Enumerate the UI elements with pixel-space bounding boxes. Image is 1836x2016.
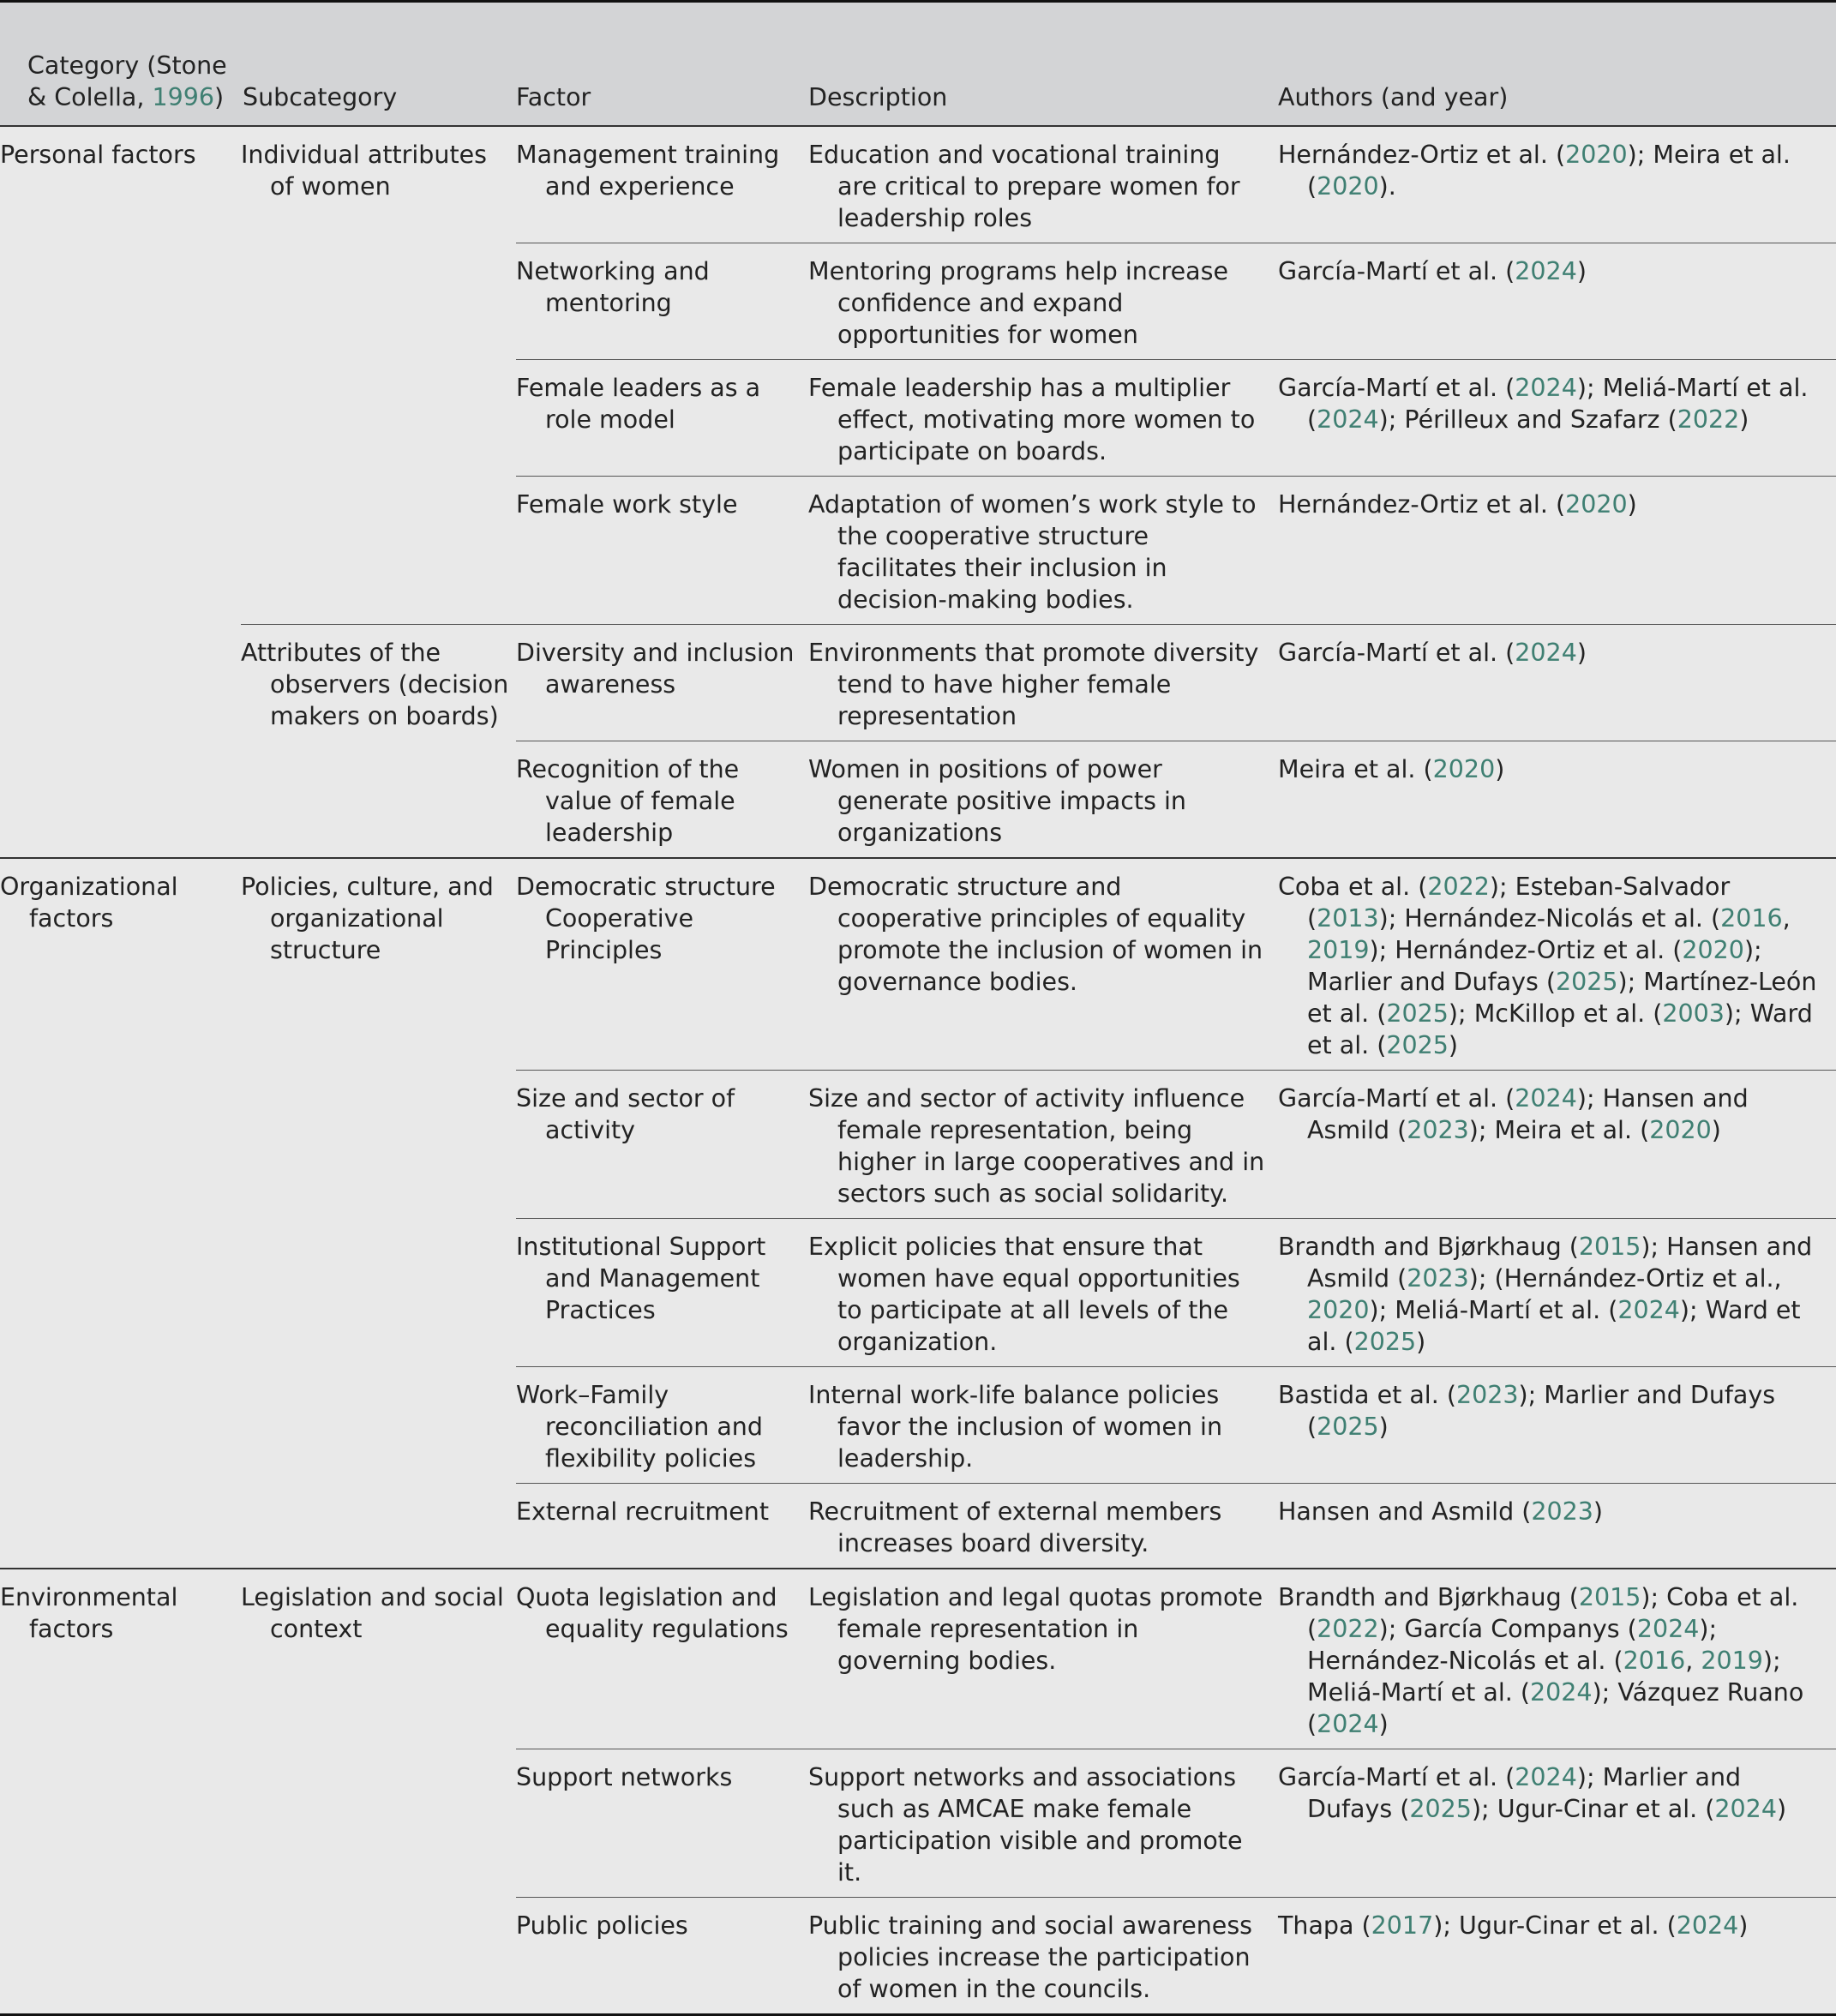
citation-link[interactable]: 2024 (1515, 257, 1577, 285)
citation-link[interactable]: 2024 (1617, 1296, 1680, 1324)
header-description: Description (808, 83, 948, 111)
citation-link[interactable]: 2024 (1515, 1084, 1577, 1113)
authors-text: ) (1448, 1031, 1459, 1059)
citation-link[interactable]: 2022 (1677, 405, 1740, 434)
authors-cell (1278, 1749, 1836, 1897)
description-cell: Explicit policies that ensure that women have equal opportunities to participate at all levels of the organization. (808, 1233, 1240, 1356)
authors-text: García-Martí et al. ( (1278, 374, 1515, 402)
authors-text: ); Meliá-Martí et al. ( (1369, 1296, 1618, 1324)
citation-link[interactable]: 2025 (1353, 1328, 1417, 1356)
factor-cell: Size and sector of activity (516, 1084, 735, 1144)
authors-cell (1278, 243, 1836, 359)
authors-text: ) (1495, 755, 1505, 783)
authors-text: Hernández-Ortiz et al. ( (1278, 141, 1566, 169)
authors-text: Meira et al. ( (1278, 755, 1433, 783)
authors-cell (1278, 625, 1836, 741)
category-group (0, 1569, 1836, 2013)
table-row (516, 243, 1836, 360)
description-cell: Internal work-life balance policies favor the inclusion of women in leadership. (808, 1381, 1223, 1473)
factor-cell: Female work style (516, 490, 738, 519)
factor-cell: Female leaders as a role model (516, 374, 761, 434)
authors-text: ); (Hernández-Ortiz et al., (1468, 1264, 1782, 1293)
subcategory-group (241, 859, 1836, 1568)
citation-link[interactable]: 2020 (1682, 936, 1744, 964)
authors-text: ); Hernández-Nicolás et al. ( (1307, 1615, 1718, 1675)
citation-link[interactable]: 2024 (1676, 1911, 1739, 1940)
subcategory-group (241, 127, 1836, 624)
authors-text: ) (1627, 490, 1637, 519)
citation-link[interactable]: 2025 (1386, 1031, 1449, 1059)
citation-link[interactable]: 2020 (1649, 1116, 1712, 1144)
description-cell: Public training and social awareness policies increase the participation of women in the councils. (808, 1911, 1253, 2003)
citation-link[interactable]: 2020 (1565, 490, 1628, 519)
category-group (0, 127, 1836, 859)
authors-text: ); Ugur-Cinar et al. ( (1471, 1795, 1715, 1823)
authors-text: ); García Companys ( (1378, 1615, 1637, 1643)
citation-link[interactable]: 2024 (1515, 374, 1577, 402)
authors-text: Hansen and Asmild ( (1278, 1497, 1532, 1526)
factor-cell: Public policies (516, 1911, 688, 1940)
citation-link[interactable]: 2003 (1662, 999, 1725, 1028)
citation-link[interactable]: 2024 (1515, 1763, 1577, 1791)
authors-text: ) (1576, 257, 1587, 285)
citation-link[interactable]: 2015 (1578, 1583, 1641, 1611)
authors-text: ); Esteban-Salvador ( (1307, 873, 1731, 933)
description-cell: Adaptation of women’s work style to the cooperative structure facilitates their inclusion in decision-making bodies. (808, 490, 1257, 614)
citation-link[interactable]: 2024 (1530, 1678, 1593, 1707)
header-subcategory: Subcategory (243, 83, 398, 111)
authors-text: ) (1416, 1328, 1426, 1356)
description-cell: Democratic structure and cooperative principles of equality promote the inclusion of women in governance bodies. (808, 873, 1263, 996)
citation-link[interactable]: 2024 (1636, 1615, 1700, 1643)
authors-text: Brandth and Bjørkhaug ( (1278, 1233, 1579, 1261)
table-row (516, 1071, 1836, 1219)
factor-cell: Work–Family reconciliation and flexibility policies (516, 1381, 763, 1473)
factor-cell: Support networks (516, 1763, 733, 1791)
authors-text: García-Martí et al. ( (1278, 1084, 1515, 1113)
citation-link[interactable]: 2023 (1531, 1497, 1593, 1526)
authors-text: ); Meira et al. ( (1307, 141, 1791, 201)
authors-text: ) (1378, 1413, 1389, 1441)
citation-link[interactable]: 2023 (1407, 1116, 1469, 1144)
citation-link[interactable]: 2024 (1515, 639, 1577, 667)
description-cell: Legislation and legal quotas promote female representation in governing bodies. (808, 1583, 1263, 1675)
authors-text: García-Martí et al. ( (1278, 639, 1515, 667)
citation-link[interactable]: 2019 (1307, 936, 1370, 964)
citation-link[interactable]: 2020 (1307, 1296, 1370, 1324)
authors-cell (1278, 1367, 1836, 1483)
table-row (516, 477, 1836, 624)
authors-text: ); Marlier and Dufays ( (1307, 1763, 1742, 1823)
table-body (0, 127, 1836, 2013)
table-row (516, 1219, 1836, 1367)
authors-cell (1278, 127, 1836, 243)
authors-text: ) (1593, 1497, 1604, 1526)
authors-text: ); Marlier and Dufays ( (1307, 936, 1762, 996)
authors-text: ) (1711, 1116, 1721, 1144)
description-cell: Recruitment of external members increases board diversity. (808, 1497, 1222, 1557)
citation-link[interactable]: 2024 (1317, 405, 1379, 434)
authors-text: ); Coba et al. ( (1307, 1583, 1799, 1643)
authors-text: Thapa ( (1278, 1911, 1371, 1940)
authors-text: Hernández-Ortiz et al. ( (1278, 490, 1566, 519)
factor-cell: Diversity and inclusion awareness (516, 639, 795, 699)
description-cell: Support networks and associations such as AMCAE make female participation visible and promote it. (808, 1763, 1243, 1887)
authors-cell (1278, 1569, 1836, 1749)
description-cell: Mentoring programs help increase confidence and expand opportunities for women (808, 257, 1228, 349)
citation-link[interactable]: 2022 (1317, 1615, 1379, 1643)
authors-text: ); Hernández-Nicolás et al. ( (1378, 904, 1721, 933)
authors-text: ); Hansen and Asmild ( (1307, 1084, 1749, 1144)
table-row (516, 1569, 1836, 1749)
citation-link[interactable]: 2025 (1386, 999, 1449, 1028)
citation-link[interactable]: 2016 (1623, 1647, 1686, 1675)
citation-link[interactable]: 2020 (1432, 755, 1496, 783)
authors-cell (1278, 360, 1836, 476)
description-cell: Female leadership has a multiplier effect, motivating more women to participate on boards. (808, 374, 1256, 465)
authors-text: ); Périlleux and Szafarz ( (1378, 405, 1677, 434)
authors-text: ); Vázquez Ruano ( (1307, 1678, 1804, 1738)
authors-text: ); Ward et al. ( (1307, 1296, 1801, 1356)
authors-text: ); Hernández-Ortiz et al. ( (1369, 936, 1683, 964)
factor-cell: Institutional Support and Management Practices (516, 1233, 766, 1324)
citation-link[interactable]: 2025 (1317, 1413, 1379, 1441)
subcategory-cell: Policies, culture, and organizational structure (241, 873, 494, 964)
description-cell: Education and vocational training are critical to prepare women for leadership roles (808, 141, 1240, 232)
citation-link[interactable]: 2020 (1565, 141, 1628, 169)
authors-text: ); Martínez-León et al. ( (1307, 968, 1817, 1028)
table-row (516, 859, 1836, 1071)
table-row (516, 1898, 1836, 2013)
authors-text: Bastida et al. ( (1278, 1381, 1456, 1409)
authors-text: ); Hansen and Asmild ( (1307, 1233, 1813, 1293)
factor-rows (516, 625, 1836, 857)
header-factor: Factor (516, 83, 591, 111)
description-cell: Women in positions of power generate positive impacts in organizations (808, 755, 1186, 847)
factor-rows (516, 1569, 1836, 2013)
authors-text: ) (1576, 639, 1587, 667)
factor-rows (516, 859, 1836, 1568)
citation-link[interactable]: 2024 (1317, 1710, 1379, 1738)
authors-text: García-Martí et al. ( (1278, 257, 1515, 285)
authors-cell (1278, 1219, 1836, 1366)
citation-link[interactable]: 2022 (1427, 873, 1490, 901)
authors-text: ) (1739, 405, 1749, 434)
citation-link[interactable]: 1996 (152, 83, 215, 111)
authors-text: ); Ward et al. ( (1307, 999, 1813, 1059)
citation-link[interactable]: 2023 (1455, 1381, 1519, 1409)
authors-text: ); McKillop et al. ( (1448, 999, 1663, 1028)
authors-text: , (1685, 1647, 1701, 1675)
citation-link[interactable]: 2013 (1317, 904, 1379, 933)
table-row (516, 360, 1836, 477)
authors-text: , (1782, 904, 1791, 933)
citation-link[interactable]: 2024 (1714, 1795, 1777, 1823)
citation-link[interactable]: 2017 (1371, 1911, 1434, 1940)
citation-link[interactable]: 2025 (1409, 1795, 1472, 1823)
authors-text: Brandth and Bjørkhaug ( (1278, 1583, 1579, 1611)
category-cell: Organizational factors (0, 873, 178, 933)
authors-cell (1278, 1898, 1836, 2013)
authors-cell (1278, 859, 1836, 1070)
authors-text: García-Martí et al. ( (1278, 1763, 1515, 1791)
description-cell: Size and sector of activity influence female representation, being higher in large cooperatives and in sectors such as social solidarity. (808, 1084, 1265, 1208)
citation-link[interactable]: 2020 (1317, 172, 1379, 201)
table-header (0, 3, 1836, 127)
authors-cell (1278, 1484, 1836, 1568)
category-group (0, 859, 1836, 1569)
citation-link[interactable]: 2016 (1720, 904, 1783, 933)
authors-text: ); Meliá-Martí et al. ( (1307, 374, 1809, 434)
subcategory-group (241, 624, 1836, 857)
authors-text: ); Ugur-Cinar et al. ( (1433, 1911, 1677, 1940)
factor-cell: Recognition of the value of female leadership (516, 755, 740, 847)
authors-text: ) (1378, 1710, 1389, 1738)
authors-cell (1278, 741, 1836, 857)
table-row (516, 741, 1836, 857)
factor-cell: Management training and experience (516, 141, 780, 201)
category-cell: Environmental factors (0, 1583, 178, 1643)
factor-cell: Networking and mentoring (516, 257, 710, 317)
subcategory-cell: Attributes of the observers (decision makers on boards) (241, 639, 509, 730)
authors-text: ). (1378, 172, 1396, 201)
factor-cell: Quota legislation and equality regulations (516, 1583, 789, 1643)
authors-cell (1278, 1071, 1836, 1218)
authors-text: ) (1776, 1795, 1787, 1823)
header-authors: Authors (and year) (1278, 83, 1509, 111)
subcategory-group (241, 1569, 1836, 2013)
table-row (516, 625, 1836, 741)
table-row (516, 1749, 1836, 1898)
table-row (516, 1484, 1836, 1568)
subcategory-cell: Legislation and social context (241, 1583, 504, 1643)
authors-cell (1278, 477, 1836, 624)
subcategory-cell: Individual attributes of women (241, 141, 488, 201)
factor-rows (516, 127, 1836, 624)
citation-link[interactable]: 2023 (1407, 1264, 1469, 1293)
factor-cell: External recruitment (516, 1497, 770, 1526)
description-cell: Environments that promote diversity tend to have higher female representation (808, 639, 1259, 730)
header-category: Category (Stone & Colella, 1996) (27, 51, 227, 111)
table-row (516, 127, 1836, 243)
authors-text: ) (1738, 1911, 1749, 1940)
factor-cell: Democratic structure Cooperative Principles (516, 873, 776, 964)
table-row (516, 1367, 1836, 1484)
citation-link[interactable]: 2019 (1701, 1647, 1763, 1675)
citation-link[interactable]: 2015 (1578, 1233, 1641, 1261)
authors-text: Coba et al. ( (1278, 873, 1428, 901)
category-cell: Personal factors (0, 141, 196, 169)
authors-text: ); Meira et al. ( (1468, 1116, 1650, 1144)
authors-text: ); Meliá-Martí et al. ( (1307, 1647, 1781, 1707)
authors-text: ); Marlier and Dufays ( (1307, 1381, 1776, 1441)
citation-link[interactable]: 2025 (1556, 968, 1618, 996)
